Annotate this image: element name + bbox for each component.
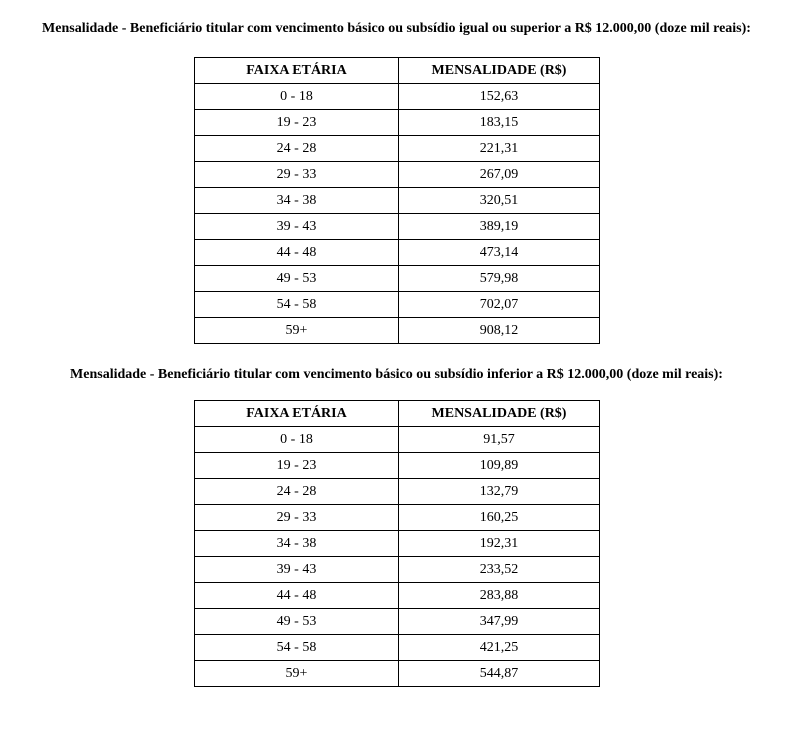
monthly-fee-cell: 267,09 — [399, 162, 600, 188]
section-heading-high-income: Mensalidade - Beneficiário titular com vencimento básico ou subsídio igual ou superior a R$ 12.000,00 (doze mil reais): — [42, 21, 751, 36]
monthly-fee-cell: 544,87 — [399, 661, 600, 687]
table-row — [195, 162, 600, 188]
monthly-fee-cell: 183,15 — [399, 110, 600, 136]
table-row — [195, 266, 600, 292]
column-header-age-range: FAIXA ETÁRIA — [195, 58, 399, 84]
fee-table-low-income — [194, 400, 600, 687]
table-row — [195, 479, 600, 505]
table-row — [195, 635, 600, 661]
fee-table-high-income — [194, 57, 600, 344]
table-row — [195, 531, 600, 557]
age-range-cell: 29 - 33 — [195, 162, 399, 188]
table-row — [195, 214, 600, 240]
column-header-monthly-fee: MENSALIDADE (R$) — [399, 401, 600, 427]
age-range-cell: 44 - 48 — [195, 583, 399, 609]
table-row — [195, 609, 600, 635]
monthly-fee-cell: 473,14 — [399, 240, 600, 266]
age-range-cell: 0 - 18 — [195, 84, 399, 110]
age-range-cell: 34 - 38 — [195, 531, 399, 557]
table-row — [195, 188, 600, 214]
table-header-row — [195, 401, 600, 427]
monthly-fee-cell: 421,25 — [399, 635, 600, 661]
table-row — [195, 240, 600, 266]
monthly-fee-cell: 347,99 — [399, 609, 600, 635]
age-range-cell: 34 - 38 — [195, 188, 399, 214]
monthly-fee-cell: 160,25 — [399, 505, 600, 531]
table-header-row — [195, 58, 600, 84]
monthly-fee-cell: 320,51 — [399, 188, 600, 214]
monthly-fee-cell: 579,98 — [399, 266, 600, 292]
monthly-fee-cell: 702,07 — [399, 292, 600, 318]
monthly-fee-cell: 233,52 — [399, 557, 600, 583]
table-row — [195, 84, 600, 110]
age-range-cell: 54 - 58 — [195, 292, 399, 318]
age-range-cell: 29 - 33 — [195, 505, 399, 531]
age-range-cell: 44 - 48 — [195, 240, 399, 266]
age-range-cell: 49 - 53 — [195, 609, 399, 635]
age-range-cell: 19 - 23 — [195, 110, 399, 136]
table-row — [195, 136, 600, 162]
table-row — [195, 110, 600, 136]
table-row — [195, 557, 600, 583]
age-range-cell: 59+ — [195, 661, 399, 687]
age-range-cell: 39 - 43 — [195, 214, 399, 240]
monthly-fee-cell: 908,12 — [399, 318, 600, 344]
monthly-fee-cell: 91,57 — [399, 427, 600, 453]
table-row — [195, 583, 600, 609]
section-heading-low-income: Mensalidade - Beneficiário titular com vencimento básico ou subsídio inferior a R$ 12.000,00 (doze mil reais): — [70, 367, 723, 382]
table-row — [195, 427, 600, 453]
monthly-fee-cell: 283,88 — [399, 583, 600, 609]
column-header-age-range: FAIXA ETÁRIA — [195, 401, 399, 427]
age-range-cell: 19 - 23 — [195, 453, 399, 479]
table-row — [195, 453, 600, 479]
table-row — [195, 661, 600, 687]
monthly-fee-cell: 132,79 — [399, 479, 600, 505]
age-range-cell: 24 - 28 — [195, 136, 399, 162]
table-row — [195, 318, 600, 344]
age-range-cell: 24 - 28 — [195, 479, 399, 505]
monthly-fee-cell: 152,63 — [399, 84, 600, 110]
table-row — [195, 505, 600, 531]
age-range-cell: 0 - 18 — [195, 427, 399, 453]
monthly-fee-cell: 109,89 — [399, 453, 600, 479]
table-row — [195, 292, 600, 318]
monthly-fee-cell: 389,19 — [399, 214, 600, 240]
age-range-cell: 59+ — [195, 318, 399, 344]
monthly-fee-cell: 192,31 — [399, 531, 600, 557]
column-header-monthly-fee: MENSALIDADE (R$) — [399, 58, 600, 84]
monthly-fee-cell: 221,31 — [399, 136, 600, 162]
age-range-cell: 54 - 58 — [195, 635, 399, 661]
age-range-cell: 39 - 43 — [195, 557, 399, 583]
age-range-cell: 49 - 53 — [195, 266, 399, 292]
